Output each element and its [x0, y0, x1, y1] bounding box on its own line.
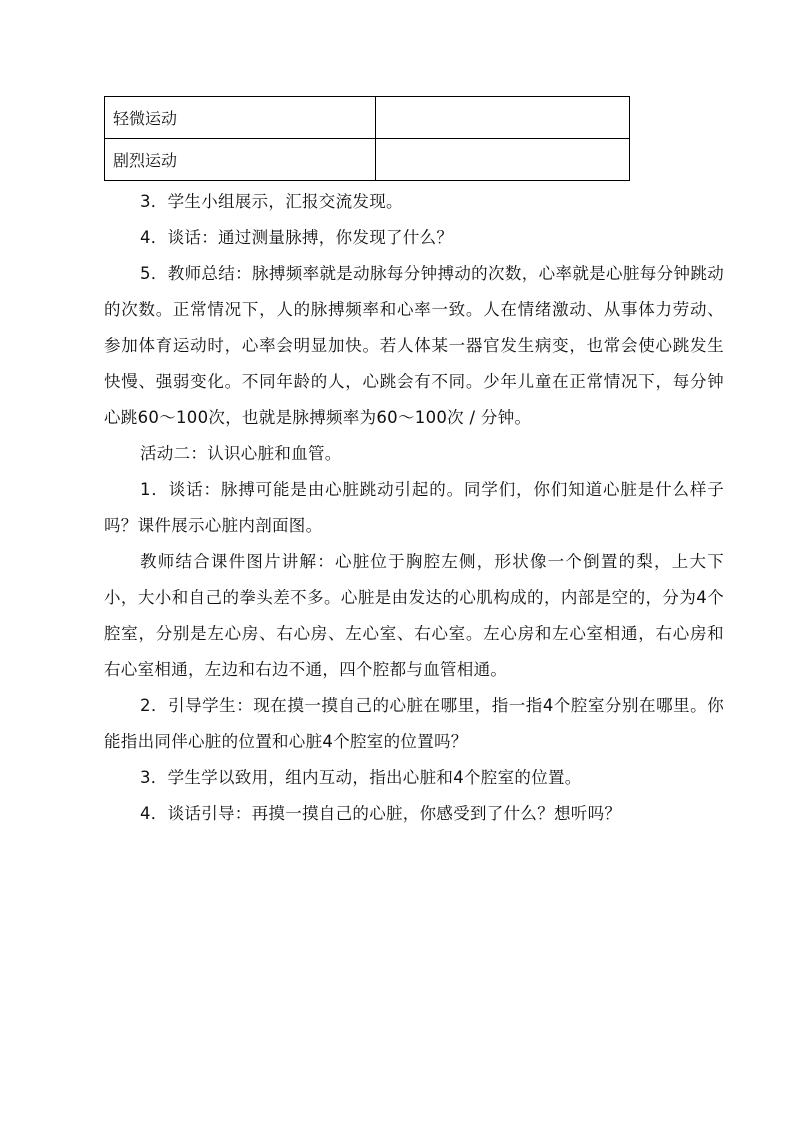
table-cell-activity: 剧烈运动 — [105, 139, 376, 181]
table-cell-value — [376, 139, 630, 181]
paragraph-activity-two-step-2: 2．引导学生：现在摸一摸自己的心脏在哪里，指一指4个腔室分别在哪里。你能指出同伴心脏的位置和心脏4个腔室的位置吗？ — [104, 696, 724, 751]
table-cell-value — [376, 97, 630, 139]
table-cell-activity: 轻微运动 — [105, 97, 376, 139]
paragraph-activity-two-step-3: 3．学生学以致用，组内互动，指出心脏和4个腔室的位置。 — [140, 768, 582, 787]
table-row — [105, 97, 630, 139]
paragraph-step-4: 4．谈话：通过测量脉搏，你发现了什么？ — [140, 228, 454, 247]
paragraph-step-3: 3．学生小组展示，汇报交流发现。 — [140, 192, 403, 211]
paragraph-teacher-summary: 5．教师总结：脉搏频率就是动脉每分钟搏动的次数，心率就是心脏每分钟跳动的次数。正常情况下，人的脉搏频率和心率一致。人在情绪激动、从事体力劳动、参加体育运动时，心率会明显加快。若人体某一器官发生病变，也常会使心跳发生快慢、强弱变化。不同年龄的人，心跳会有不同。少年儿童在正常情况下，每分钟心跳60～100次，也就是脉搏频率为60～100次 / 分钟。 — [104, 264, 724, 427]
table-row — [105, 139, 630, 181]
paragraph-activity-two-step-4: 4．谈话引导：再摸一摸自己的心脏，你感受到了什么？想听吗？ — [140, 804, 622, 823]
paragraph-activity-two-heading: 活动二：认识心脏和血管。 — [140, 444, 342, 463]
lesson-body — [104, 184, 724, 832]
pulse-record-table — [104, 96, 630, 181]
paragraph-activity-two-step-1: 1．谈话：脉搏可能是由心脏跳动引起的。同学们，你们知道心脏是什么样子吗？课件展示心脏内剖面图。 — [104, 480, 724, 535]
paragraph-heart-explanation: 教师结合课件图片讲解：心脏位于胸腔左侧，形状像一个倒置的梨，上大下小，大小和自己的拳头差不多。心脏是由发达的心肌构成的，内部是空的，分为4个腔室，分别是左心房、右心房、左心室、右心室。左心房和左心室相通，右心房和右心室相通，左边和右边不通，四个腔都与血管相通。 — [104, 552, 724, 679]
